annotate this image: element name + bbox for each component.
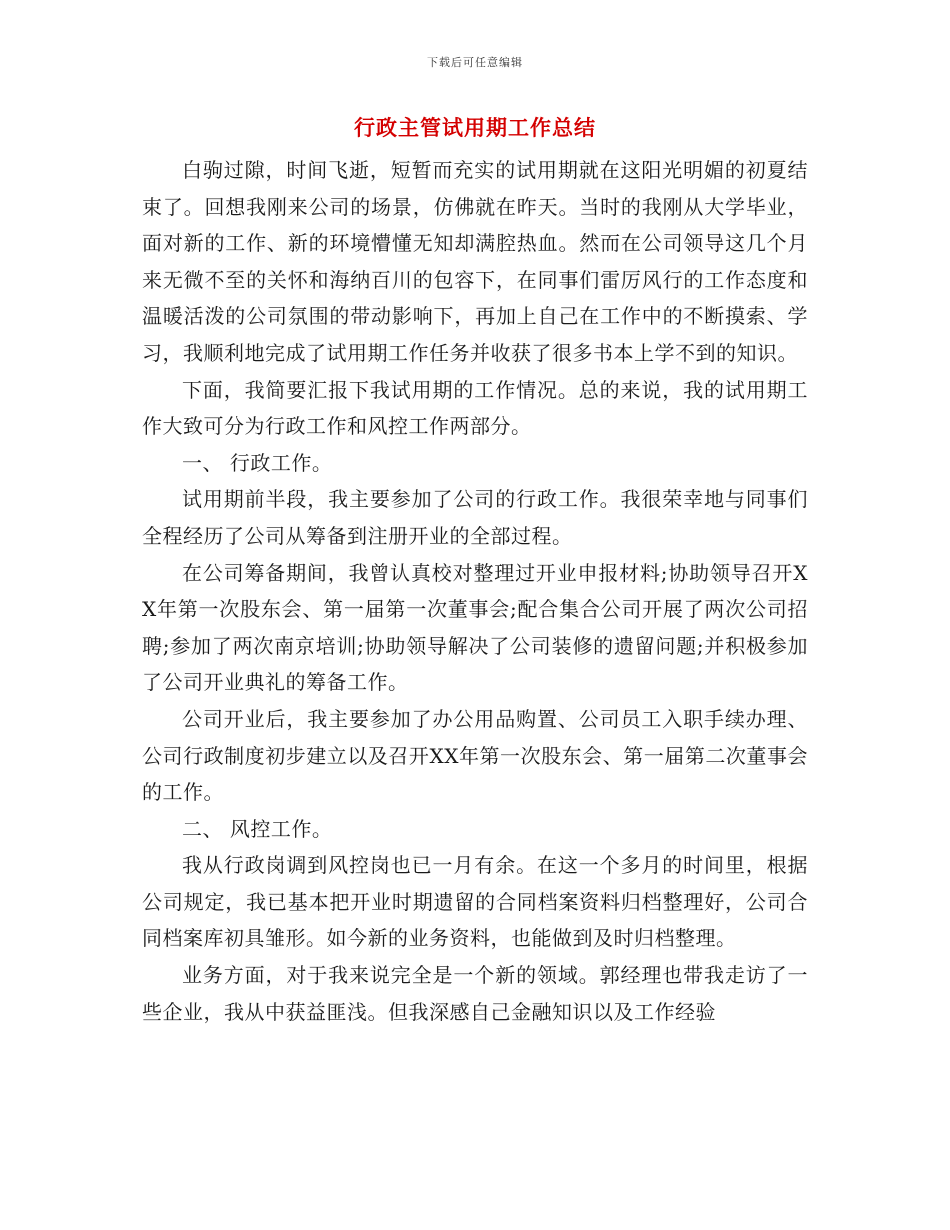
paragraph-business: 业务方面，对于我来说完全是一个新的领域。郭经理也带我走访了一些企业，我从中获益匪浅。但我深感自己金融知识以及工作经验: [142, 963, 808, 1024]
paragraph-admin-first-half: 试用期前半段，我主要参加了公司的行政工作。我很荣幸地与同事们全程经历了公司从筹备到注册开业的全部过程。: [142, 487, 808, 548]
paragraph-admin-preparation: 在公司筹备期间，我曾认真校对整理过开业申报材料;协助领导召开XX年第一次股东会、第一届第一次董事会;配合集合公司开展了两次公司招聘;参加了两次南京培训;协助领导解决了公司装修的遗留问题;并积极参加了公司开业典礼的筹备工作。: [142, 560, 808, 695]
paragraph-risk-control-archive: 我从行政岗调到风控岗也已一月有余。在这一个多月的时间里，根据公司规定，我已基本把开业时期遗留的合同档案资料归档整理好，公司合同档案库初具雏形。如今新的业务资料，也能做到及时归档整理。: [142, 853, 808, 951]
section-heading-risk-control: 二、 风控工作。: [182, 816, 333, 841]
document-body: [142, 152, 808, 1030]
paragraph-overview: 下面，我简要汇报下我试用期的工作情况。总的来说，我的试用期工作大致可分为行政工作和风控工作两部分。: [142, 377, 808, 439]
paragraph-admin-after-opening: 公司开业后，我主要参加了办公用品购置、公司员工入职手续办理、公司行政制度初步建立以及召开XX年第一次股东会、第一届第二次董事会的工作。: [142, 706, 808, 805]
section-heading-admin: 一、 行政工作。: [182, 450, 333, 475]
paragraph-intro: 白驹过隙，时间飞逝，短暂而充实的试用期就在这阳光明媚的初夏结束了。回想我刚来公司的场景，仿佛就在昨天。当时的我刚从大学毕业，面对新的工作、新的环境懵懂无知却满腔热血。然而在公司领导这几个月来无微不至的关怀和海纳百川的包容下，在同事们雷厉风行的工作态度和温暖活泼的公司氛围的带动影响下，再加上自己在工作中的不断摸索、学习，我顺利地完成了试用期工作任务并收获了很多书本上学不到的知识。: [142, 158, 808, 365]
document-title: 行政主管试用期工作总结: [354, 116, 596, 140]
header-note: 下载后可任意编辑: [427, 56, 523, 69]
